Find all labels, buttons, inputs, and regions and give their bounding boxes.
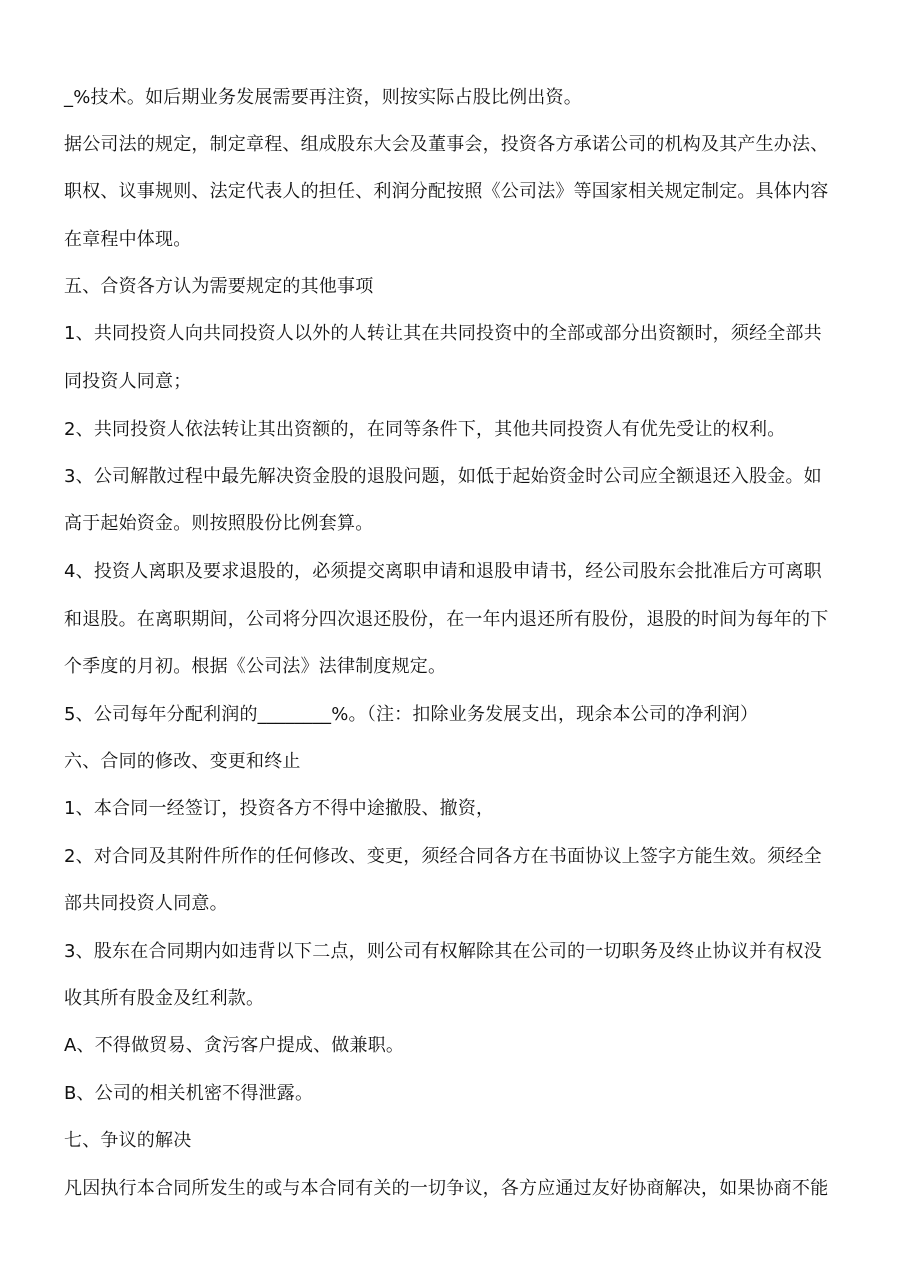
text-line: 1、共同投资人向共同投资人以外的人转让其在共同投资中的全部或部分出资额时，须经全部共 [64,323,822,344]
text-line: 在章程中体现。 [64,229,192,250]
text-line: 3、公司解散过程中最先解决资金股的退股问题，如低于起始资金时公司应全额退还入股金。如 [64,466,822,487]
text-line: B、公司的相关机密不得泄露。 [64,1083,314,1104]
text-line: 同投资人同意； [64,371,192,392]
text-line: 职权、议事规则、法定代表人的担任、利润分配按照《公司法》等国家相关规定制定。具体内容 [64,181,829,202]
text-line: 凡因执行本合同所发生的或与本合同有关的一切争议，各方应通过友好协商解决，如果协商不能 [64,1178,829,1199]
text-line: _%技术。如后期业务发展需要再注资，则按实际占股比例出资。 [64,87,582,108]
text-line: 4、投资人离职及要求退股的，必须提交离职申请和退股申请书，经公司股东会批准后方可离职 [64,561,822,582]
text-line: 2、对合同及其附件所作的任何修改、变更，须经合同各方在书面协议上签字方能生效。须经全 [64,846,822,867]
text-line: 个季度的月初。根据《公司法》法律制度规定。 [64,656,447,677]
text-line: 5、公司每年分配利润的________%。（注：扣除业务发展支出，现余本公司的净利润） [64,704,759,725]
text-line: 高于起始资金。则按照股份比例套算。 [64,513,374,534]
section-heading: 六、合同的修改、变更和终止 [64,751,301,772]
section-heading: 七、争议的解决 [64,1130,192,1151]
section-heading: 五、合资各方认为需要规定的其他事项 [64,276,374,297]
text-line: 据公司法的规定，制定章程、组成股东大会及董事会，投资各方承诺公司的机构及其产生办法、 [64,134,829,155]
text-line: 部共同投资人同意。 [64,893,228,914]
text-line: A、不得做贸易、贪污客户提成、做兼职。 [64,1035,405,1056]
text-line: 3、股东在合同期内如违背以下二点，则公司有权解除其在公司的一切职务及终止协议并有权没 [64,941,822,962]
text-line: 1、本合同一经签订，投资各方不得中途撤股、撤资， [64,798,495,819]
text-line: 2、共同投资人依法转让其出资额的，在同等条件下，其他共同投资人有优先受让的权利。 [64,419,786,440]
text-line: 和退股。在离职期间，公司将分四次退还股份，在一年内退还所有股份，退股的时间为每年的下 [64,609,829,630]
text-line: 收其所有股金及红利款。 [64,988,265,1009]
